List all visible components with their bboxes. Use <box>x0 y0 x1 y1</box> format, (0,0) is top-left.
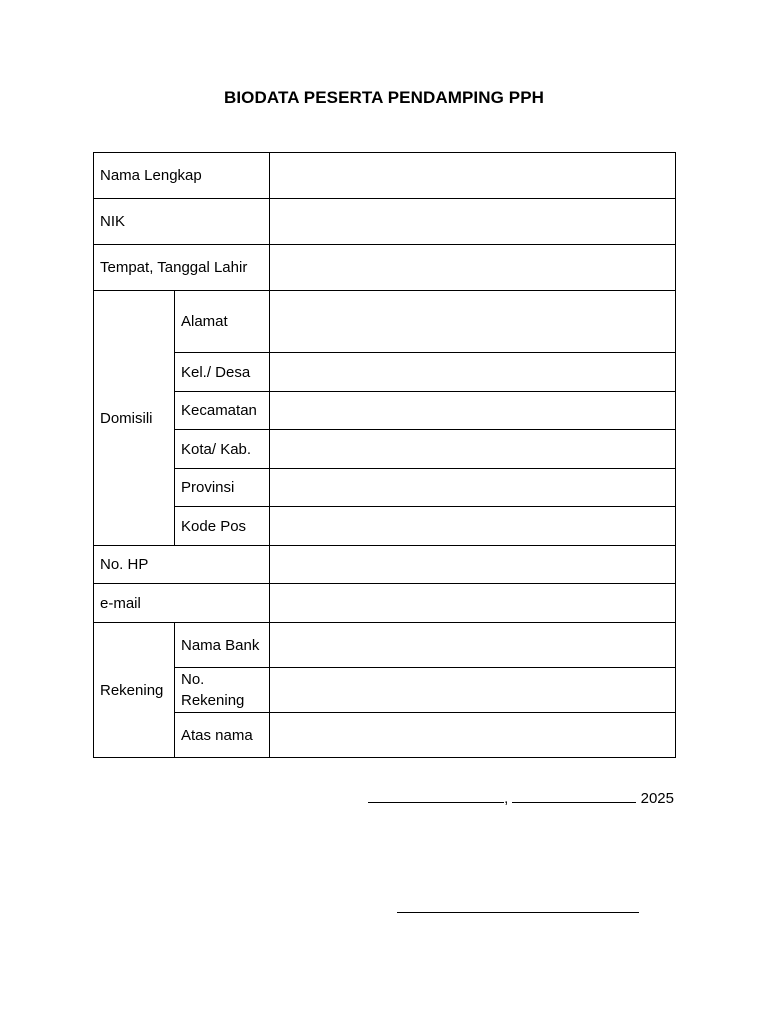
label-kode-pos: Kode Pos <box>175 507 270 546</box>
input-kel-desa[interactable] <box>270 353 676 392</box>
label-provinsi: Provinsi <box>175 469 270 507</box>
row-ttl <box>94 245 676 291</box>
label-nik: NIK <box>94 199 270 245</box>
input-kecamatan[interactable] <box>270 392 676 430</box>
input-email[interactable] <box>270 584 676 623</box>
input-nik[interactable] <box>270 199 676 245</box>
signature-line[interactable] <box>397 912 639 913</box>
label-kel-desa: Kel./ Desa <box>175 353 270 392</box>
input-nama-lengkap[interactable] <box>270 153 676 199</box>
label-email: e-mail <box>94 584 270 623</box>
label-alamat: Alamat <box>175 291 270 353</box>
label-no-hp: No. HP <box>94 546 270 584</box>
label-ttl: Tempat, Tanggal Lahir <box>94 245 270 291</box>
row-atas-nama <box>94 713 676 758</box>
input-provinsi[interactable] <box>270 469 676 507</box>
input-nama-bank[interactable] <box>270 623 676 668</box>
input-ttl[interactable] <box>270 245 676 291</box>
row-nama-bank <box>94 623 676 668</box>
row-kel-desa <box>94 353 676 392</box>
input-kota-kab[interactable] <box>270 430 676 469</box>
document-title: BIODATA PESERTA PENDAMPING PPH <box>223 88 545 107</box>
row-nama-lengkap <box>94 153 676 199</box>
label-kota-kab: Kota/ Kab. <box>175 430 270 469</box>
row-kota-kab <box>94 430 676 469</box>
date-place-line <box>368 788 674 807</box>
date-blank[interactable] <box>512 788 636 803</box>
input-no-rekening[interactable] <box>270 668 676 713</box>
row-email <box>94 584 676 623</box>
row-kode-pos <box>94 507 676 546</box>
date-separator: , <box>504 790 509 807</box>
row-no-hp <box>94 546 676 584</box>
biodata-form-table <box>93 152 676 758</box>
label-nama-bank: Nama Bank <box>175 623 270 668</box>
label-kecamatan: Kecamatan <box>175 392 270 430</box>
input-no-hp[interactable] <box>270 546 676 584</box>
row-nik <box>94 199 676 245</box>
date-year: 2025 <box>640 790 674 807</box>
row-alamat <box>94 291 676 353</box>
label-no-rekening: No. Rekening <box>175 668 270 713</box>
input-atas-nama[interactable] <box>270 713 676 758</box>
place-blank[interactable] <box>368 788 504 803</box>
row-provinsi <box>94 469 676 507</box>
input-kode-pos[interactable] <box>270 507 676 546</box>
label-atas-nama: Atas nama <box>175 713 270 758</box>
label-domisili: Domisili <box>94 291 175 546</box>
label-rekening: Rekening <box>94 623 175 758</box>
row-no-rekening <box>94 668 676 713</box>
row-kecamatan <box>94 392 676 430</box>
label-nama-lengkap: Nama Lengkap <box>94 153 270 199</box>
input-alamat[interactable] <box>270 291 676 353</box>
